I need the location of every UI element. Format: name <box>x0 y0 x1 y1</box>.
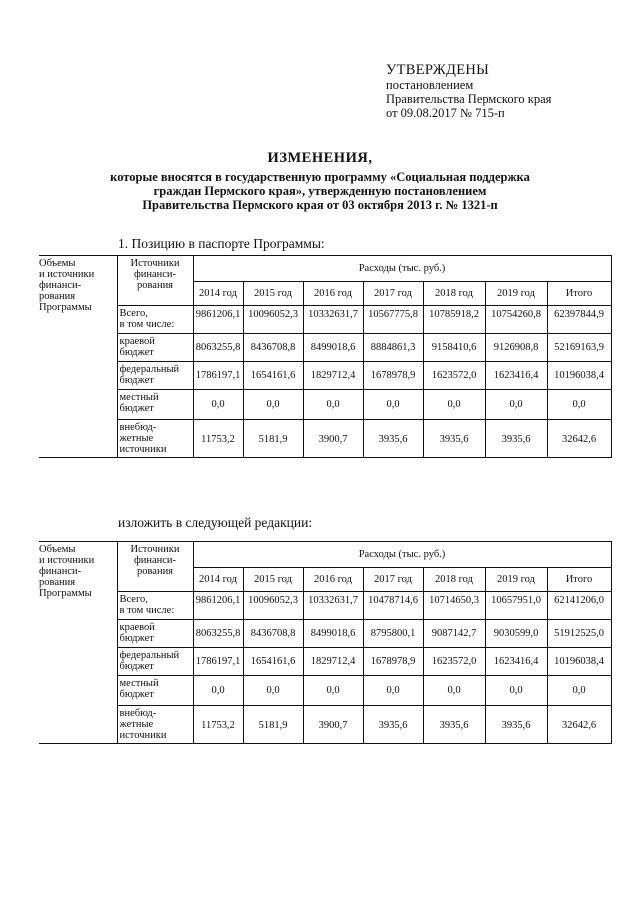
source-cell <box>117 592 193 620</box>
subtitle-line: Правительства Пермского края от 03 октября 2013 г. № 1321-п <box>142 198 498 212</box>
source-cell <box>117 334 193 362</box>
value-cell: 0,0 <box>193 390 243 420</box>
value-cell: 3935,6 <box>423 420 485 458</box>
value-cell: 8499018,6 <box>303 620 363 648</box>
source-label-line: жетные <box>119 719 154 730</box>
approval-stamp <box>386 62 636 120</box>
financing-table <box>39 255 612 458</box>
value-cell: 9158410,6 <box>423 334 485 362</box>
value-cell: 10657951,0 <box>485 592 547 620</box>
value-cell: 10196038,4 <box>547 362 611 390</box>
year-header: 2014 год <box>193 282 243 306</box>
volumes-label-line: финанси- <box>39 566 82 577</box>
year-header: 2016 год <box>303 568 363 592</box>
value-cell: 10785918,2 <box>423 306 485 334</box>
table-row <box>39 648 611 676</box>
value-cell: 5181,9 <box>243 706 303 744</box>
source-label-line: бюджет <box>119 633 154 644</box>
value-cell: 0,0 <box>547 390 611 420</box>
source-label-line: бюджет <box>119 403 154 414</box>
source-label-line: бюджет <box>119 375 154 386</box>
value-cell: 11753,2 <box>193 706 243 744</box>
source-label-line: источники <box>119 444 167 455</box>
source-label-line: бюджет <box>119 347 154 358</box>
source-label-line: краевой <box>119 336 155 347</box>
value-cell: 10096052,3 <box>243 306 303 334</box>
source-label-line: бюджет <box>119 661 154 672</box>
value-cell: 9126908,8 <box>485 334 547 362</box>
value-cell: 10567775,8 <box>363 306 423 334</box>
table-row <box>39 390 611 420</box>
year-header: 2015 год <box>243 282 303 306</box>
value-cell: 1786197,1 <box>193 648 243 676</box>
value-cell: 1623416,4 <box>485 648 547 676</box>
sources-header-line: финанси- <box>133 555 177 566</box>
value-cell: 9861206,1 <box>193 592 243 620</box>
value-cell: 10332631,7 <box>303 592 363 620</box>
year-header: 2019 год <box>485 568 547 592</box>
value-cell: 10096052,3 <box>243 592 303 620</box>
value-cell: 9030599,0 <box>485 620 547 648</box>
value-cell: 1654161,6 <box>243 362 303 390</box>
source-cell <box>117 706 193 744</box>
value-cell: 3935,6 <box>363 706 423 744</box>
value-cell: 10196038,4 <box>547 648 611 676</box>
source-label-line: внебюд- <box>119 422 157 433</box>
year-header: 2015 год <box>243 568 303 592</box>
table-new-version <box>39 541 611 744</box>
sources-header <box>117 256 193 306</box>
source-cell <box>117 390 193 420</box>
table-current-version <box>39 255 611 458</box>
table-row <box>39 706 611 744</box>
volumes-label-line: финанси- <box>39 280 82 291</box>
value-cell: 1786197,1 <box>193 362 243 390</box>
volumes-label-line: Объемы <box>39 258 76 269</box>
document-title: ИЗМЕНЕНИЯ, <box>267 150 373 166</box>
source-label-line: бюджет <box>119 689 154 700</box>
subtitle-line: которые вносятся в государственную программу «Социальная поддержка <box>110 170 530 184</box>
source-label-line: источники <box>119 730 167 741</box>
value-cell: 1829712,4 <box>303 362 363 390</box>
source-cell <box>117 648 193 676</box>
value-cell: 8436708,8 <box>243 334 303 362</box>
expenses-header: Расходы (тыс. руб.) <box>193 256 611 282</box>
volumes-sources-cell <box>39 542 117 744</box>
source-cell <box>117 420 193 458</box>
sources-header-line: финанси- <box>133 269 177 280</box>
value-cell: 1829712,4 <box>303 648 363 676</box>
year-header: 2019 год <box>485 282 547 306</box>
table-row <box>39 420 611 458</box>
value-cell: 1654161,6 <box>243 648 303 676</box>
value-cell: 51912525,0 <box>547 620 611 648</box>
value-cell: 0,0 <box>303 390 363 420</box>
source-label-line: краевой <box>119 622 155 633</box>
value-cell: 62397844,9 <box>547 306 611 334</box>
value-cell: 5181,9 <box>243 420 303 458</box>
value-cell: 1678978,9 <box>363 648 423 676</box>
value-cell: 1623572,0 <box>423 648 485 676</box>
sources-header-line: Источники <box>130 544 180 555</box>
value-cell: 52169163,9 <box>547 334 611 362</box>
value-cell: 0,0 <box>243 676 303 706</box>
approval-line: Правительства Пермского края <box>386 92 552 106</box>
value-cell: 0,0 <box>547 676 611 706</box>
volumes-label-line: рования <box>39 291 76 302</box>
value-cell: 10754260,8 <box>485 306 547 334</box>
source-cell <box>117 362 193 390</box>
value-cell: 0,0 <box>363 676 423 706</box>
value-cell: 8063255,8 <box>193 620 243 648</box>
source-label-line: жетные <box>119 433 154 444</box>
table-row <box>39 620 611 648</box>
source-label-line: местный <box>119 678 159 689</box>
value-cell: 0,0 <box>363 390 423 420</box>
value-cell: 62141206,0 <box>547 592 611 620</box>
value-cell: 0,0 <box>485 676 547 706</box>
value-cell: 0,0 <box>485 390 547 420</box>
value-cell: 0,0 <box>243 390 303 420</box>
volumes-label-line: рования <box>39 577 76 588</box>
value-cell: 3935,6 <box>485 706 547 744</box>
value-cell: 10332631,7 <box>303 306 363 334</box>
source-label-line: в том числе: <box>119 605 175 616</box>
value-cell: 11753,2 <box>193 420 243 458</box>
volumes-label-line: Программы <box>39 302 92 313</box>
value-cell: 3935,6 <box>363 420 423 458</box>
expenses-header: Расходы (тыс. руб.) <box>193 542 611 568</box>
table-row <box>39 334 611 362</box>
value-cell: 8499018,6 <box>303 334 363 362</box>
value-cell: 0,0 <box>303 676 363 706</box>
value-cell: 8884861,3 <box>363 334 423 362</box>
value-cell: 8795800,1 <box>363 620 423 648</box>
value-cell: 32642,6 <box>547 420 611 458</box>
year-header: 2017 год <box>363 568 423 592</box>
approval-line: от 09.08.2017 № 715-п <box>386 106 505 120</box>
value-cell: 9861206,1 <box>193 306 243 334</box>
sources-header-line: рования <box>136 280 174 291</box>
source-cell <box>117 676 193 706</box>
approval-line: постановлением <box>386 78 474 92</box>
value-cell: 10478714,6 <box>363 592 423 620</box>
value-cell: 32642,6 <box>547 706 611 744</box>
year-header: Итого <box>547 282 611 306</box>
value-cell: 0,0 <box>423 390 485 420</box>
value-cell: 0,0 <box>423 676 485 706</box>
table-row <box>39 306 611 334</box>
source-label-line: федеральный <box>119 364 180 375</box>
sources-header <box>117 542 193 592</box>
financing-table <box>39 541 612 744</box>
year-header: 2018 год <box>423 568 485 592</box>
year-header: 2018 год <box>423 282 485 306</box>
value-cell: 3935,6 <box>485 420 547 458</box>
table-row <box>39 592 611 620</box>
document-subtitle <box>0 170 640 212</box>
source-cell <box>117 306 193 334</box>
value-cell: 10714650,3 <box>423 592 485 620</box>
source-label-line: Всего, <box>119 308 148 319</box>
value-cell: 3900,7 <box>303 706 363 744</box>
source-label-line: Всего, <box>119 594 148 605</box>
volumes-label-line: Программы <box>39 588 92 599</box>
source-label-line: в том числе: <box>119 319 175 330</box>
volumes-sources-cell <box>39 256 117 458</box>
source-label-line: внебюд- <box>119 708 157 719</box>
source-cell <box>117 620 193 648</box>
value-cell: 3900,7 <box>303 420 363 458</box>
value-cell: 1678978,9 <box>363 362 423 390</box>
value-cell: 1623416,4 <box>485 362 547 390</box>
subtitle-line: граждан Пермского края», утвержденную постановлением <box>153 184 487 198</box>
volumes-label-line: Объемы <box>39 544 76 555</box>
approval-title: УТВЕРЖДЕНЫ <box>386 62 490 78</box>
source-label-line: федеральный <box>119 650 180 661</box>
sources-header-line: рования <box>136 566 174 577</box>
volumes-label-line: и источники <box>39 269 95 280</box>
value-cell: 0,0 <box>193 676 243 706</box>
year-header: 2017 год <box>363 282 423 306</box>
source-label-line: местный <box>119 392 159 403</box>
value-cell: 8436708,8 <box>243 620 303 648</box>
value-cell: 3935,6 <box>423 706 485 744</box>
value-cell: 9087142,7 <box>423 620 485 648</box>
volumes-label-line: и источники <box>39 555 95 566</box>
table-row <box>39 676 611 706</box>
value-cell: 1623572,0 <box>423 362 485 390</box>
value-cell: 8063255,8 <box>193 334 243 362</box>
section-1-label: 1. Позицию в паспорте Программы: <box>118 236 325 251</box>
year-header: Итого <box>547 568 611 592</box>
sources-header-line: Источники <box>130 258 180 269</box>
year-header: 2016 год <box>303 282 363 306</box>
year-header: 2014 год <box>193 568 243 592</box>
section-2-label: изложить в следующей редакции: <box>118 515 313 530</box>
table-row <box>39 362 611 390</box>
